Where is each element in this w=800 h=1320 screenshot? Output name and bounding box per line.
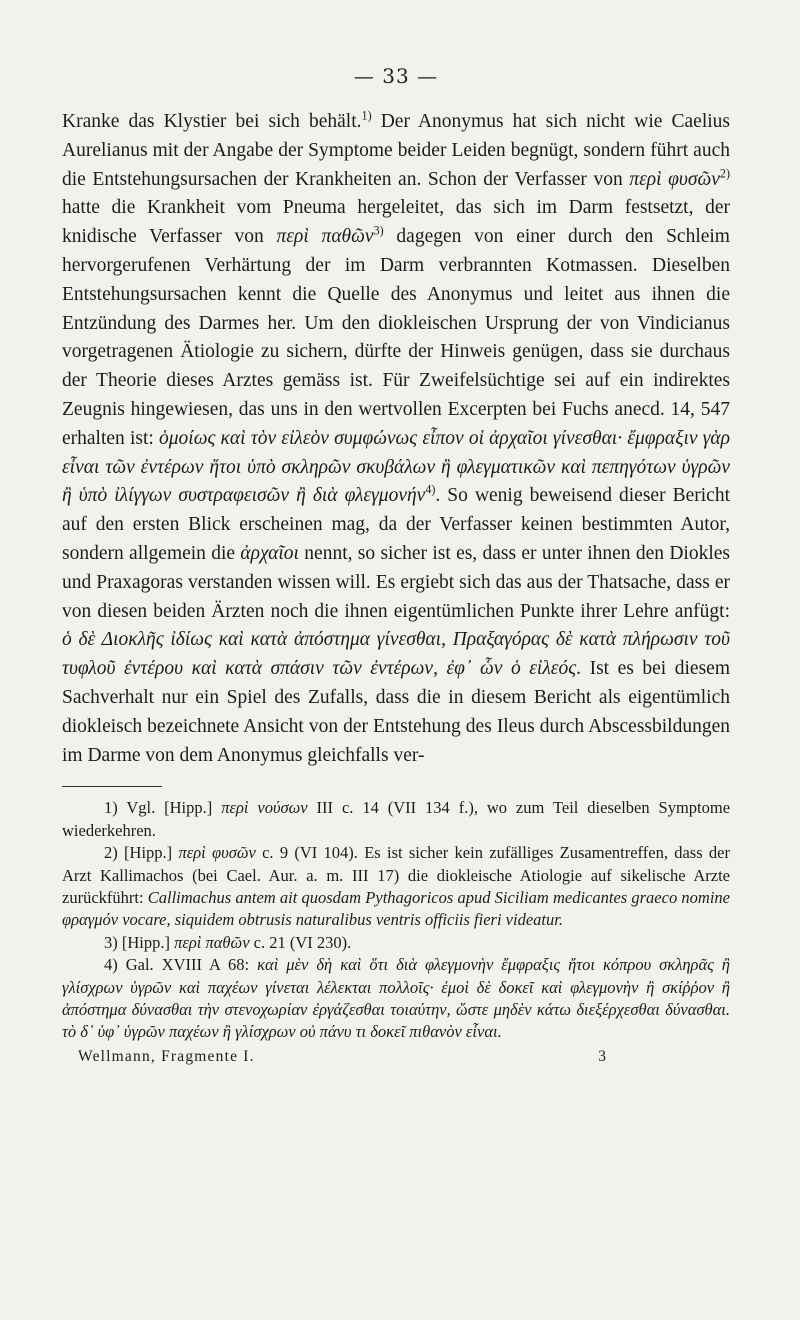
footnote-1-text: 1) Vgl. [Hipp.]: [104, 798, 222, 818]
main-paragraph: [62, 108, 730, 770]
footnote-1-text-end: III c. 14 (VII 134 f.), wo zum Teil dieselben Symptome wiederkehren.: [62, 798, 731, 840]
greek-quotation-diokles: ὁ δὲ Διοκλῆς ἰδίως καὶ κατὰ ἀπόστημα γίνεσθαι, Πραξαγόρας δὲ κατὰ πλήρωσιν τοῦ τυφλοῦ ἐντέρου καὶ κατὰ σπάσιν τῶν ἐντέρων, ἐφ᾽ ὧν ὁ εἰλεός: [62, 629, 730, 680]
footnote-1-greek: περὶ νούσων: [221, 798, 308, 818]
footnote-2-greek-word: φραγμόν: [62, 910, 123, 930]
footnote-4: [62, 954, 730, 1044]
footnotes: [62, 797, 730, 1043]
body-text-6: nennt, so sicher ist es, dass er unter ihnen den Diokles und Praxagoras verstanden wissen will. Es ergiebt sich das aus der Thatsache, dass er von diesen beiden Ärzten noch die ihnen eigentümlichen Punkte ihrer Lehre anfügt:: [62, 542, 730, 622]
greek-title-physon: περὶ φυσῶν: [629, 168, 720, 190]
body-text-2: Der Anonymus hat sich nicht wie Caelius Aurelianus mit der Angabe der Symptome beider Leiden begnügt, sondern führt auch die Entstehungsursachen der Krankheiten an. Schon der Verfasser von: [62, 111, 730, 190]
signature-author: Wellmann, Fragmente I.: [78, 1047, 255, 1065]
footnote-2-text: 2) [Hipp.]: [104, 843, 179, 863]
footnote-ref-2[interactable]: 2): [719, 166, 730, 181]
body-text-3: hatte die Krankheit vom Pneuma hergeleitet, das sich im Darm festsetzt, der knidische Verfasser von: [62, 197, 730, 248]
footnote-2-latin-quote: Callimachus antem ait quosdam Pythagoricos apud Siciliam medicantes graeco nomine: [147, 887, 730, 907]
footnote-2-text-mid: c. 9 (VI 104). Es ist sicher kein zufälliges Zusamentreffen, dass der Arzt Kallimachos (bei Cael. Aur. a. m. III 17) die diokleische Atiologie auf sikelische Arzte zurückführt:: [62, 843, 731, 907]
footnote-4-text: 4) Gal. XVIII A 68:: [104, 955, 258, 975]
footnote-3-greek: περὶ παθῶν: [174, 932, 250, 952]
footnote-3-text: 3) [Hipp.]: [104, 932, 175, 952]
footnote-ref-4[interactable]: 4): [425, 482, 436, 497]
footnote-divider: [62, 786, 162, 787]
greek-word-archaioi: ἀρχαῖοι: [240, 542, 299, 564]
greek-quotation: ὁμοίως καὶ τὸν εἰλεὸν συμφώνως εἶπον οἱ ἀρχαῖοι γίνεσθαι· ἔμφραξιν γὰρ εἶναι τῶν ἐντέρων ἤτοι ὑπὸ σκληρῶν σκυβάλων ἢ φλεγματικῶν καὶ πεπηγότων ὑγρῶν ἢ ὑπὸ ἰλίγγων συστραφεισῶν ἢ διὰ φλεγμονήν: [62, 427, 730, 507]
document-page: [62, 64, 730, 1066]
body-text-7: . Ist es bei diesem Sachverhalt nur ein Spiel des Zufalls, dass die in diesem Bericht als eigentümlich diokleisch bezeichnete Ansicht von der Entstehung des Ileus durch Abscessbildungen im Darme von dem Anonymus gleichfalls ver-: [62, 658, 730, 766]
footnote-ref-3[interactable]: 3): [373, 223, 384, 238]
footnote-4-greek: καὶ μὲν δὴ καὶ ὅτι διὰ φλεγμονὴν ἔμφραξις ἤτοι κόπρου σκληρᾶς ἢ γλίσχρων ὑγρῶν καὶ παχέων γίνεται λέλεκται πολλοῖς· ἐμοὶ δὲ δοκεῖ καὶ φλεγμονὴν ἢ σκίῤῥον ἢ ἀπόστημα δύνασθαι τὴν στενοχωρίαν ἐργάζεσθαι τοιαύτην, ὥστε μηδὲν κάτω διεξέρχεσθαι δύνασθαι. τὸ δ᾽ ὑφ᾽ ὑγρῶν παχέων ἢ γλίσχρων οὐ πάνυ τι δοκεῖ πιθανὸν εἶναι.: [62, 955, 730, 1042]
body-text-4: dagegen von einer durch den Schleim hervorgerufenen Verhärtung der im Darm verbrannten Kotmassen. Dieselben Entstehungsursachen kennt die Quelle des Anonymus und leitet aus ihnen die Entzündung des Darmes her. Um den diokleischen Ursprung der von Vindicianus vorgetragenen Ätiologie zu sichern, dürfte der Hinweis genügen, dass sie durchaus der Theorie dieses Arztes gemäss ist. Für Zweifelsüchtige sei auf ein indirektes Zeugnis hingewiesen, das uns in den wertvollen Excerpten bei Fuchs anecd. 14, 547 erhalten ist:: [62, 226, 730, 449]
footnote-3-text-end: c. 21 (VI 230).: [249, 932, 352, 952]
page-number: — 33 —: [353, 64, 439, 88]
footnote-2-greek: περὶ φυσῶν: [178, 843, 256, 863]
footnote-3: [62, 932, 730, 954]
signature-sheet-number: 3: [598, 1047, 606, 1065]
body-text-1: Kranke das Klystier bei sich behält.: [62, 111, 362, 132]
footnote-ref-1[interactable]: 1): [361, 108, 372, 123]
body-text-5: . So wenig beweisend dieser Bericht auf den ersten Blick erscheinen mag, da der Verfasser keinen bestimmten Autor, sondern allgemein die: [62, 485, 731, 564]
signature-line: [62, 1048, 730, 1066]
footnote-1: [62, 797, 730, 842]
greek-title-pathon: περὶ παθῶν: [276, 226, 374, 248]
footnote-2: [62, 842, 730, 932]
footnote-2-latin-quote-end: vocare, siquidem obtrusis naturalibus ventris officiis fieri videatur.: [122, 910, 563, 930]
